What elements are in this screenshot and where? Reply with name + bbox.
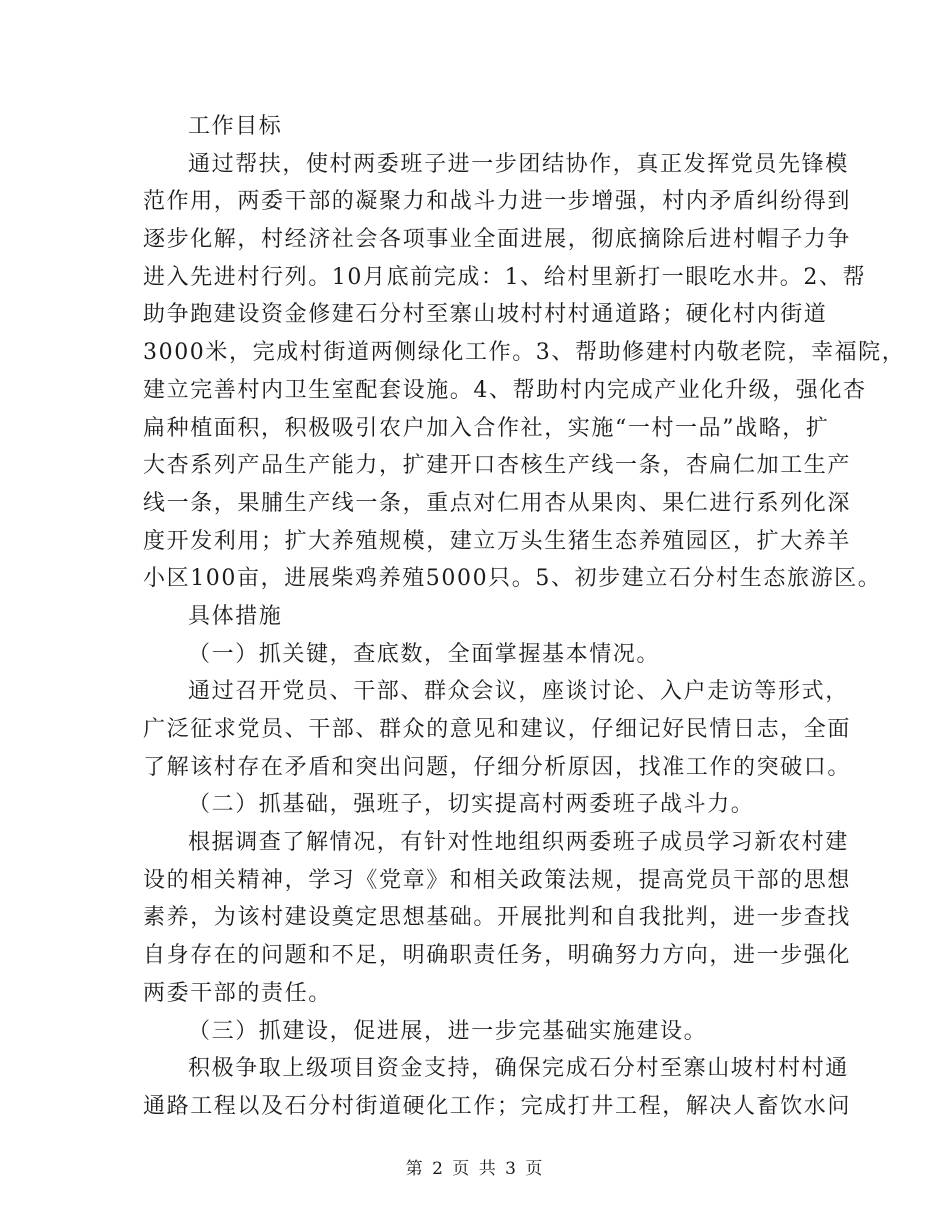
paragraph-line: 根据调查了解情况，有针对性地组织两委班子成员学习新农村建 xyxy=(188,830,849,856)
paragraph-line: 两委干部的责任。 xyxy=(143,980,332,1006)
paragraph-line: 自身存在的问题和不足，明确职责任务，明确努力方向，进一步强化 xyxy=(143,943,852,969)
paragraph-line: 进入先进村行列。10月底前完成：1、给村里新打一眼吃水井。2、帮 xyxy=(143,264,867,290)
paragraph-line: 素养，为该村建设奠定思想基础。开展批判和自我批判，进一步查找 xyxy=(143,905,852,931)
paragraph-line: 通路工程以及石分村街道硬化工作；完成打井工程，解决人畜饮水问 xyxy=(143,1093,852,1119)
paragraph-line: 逐步化解，村经济社会各项事业全面进展，彻底摘除后进村帽子力争 xyxy=(143,227,852,253)
paragraph-line: 度开发利用；扩大养殖规模，建立万头生猪生态养殖园区，扩大养羊 xyxy=(143,528,852,554)
paragraph-line: 小区100亩，进展柴鸡养殖5000只。5、初步建立石分村生态旅游区。 xyxy=(143,566,882,592)
subheading-measure-3: （三）抓建设，促进展，进一步完基础实施建设。 xyxy=(188,1018,708,1044)
subheading-measure-2: （二）抓基础，强班子，切实提高村两委班子战斗力。 xyxy=(188,792,755,818)
paragraph-line: 通过召开党员、干部、群众会议，座谈讨论、入户走访等形式， xyxy=(188,679,849,705)
paragraph-line: 扁种植面积，积极吸引农户加入合作社，实施“一村一品”战略，扩 xyxy=(143,415,830,441)
heading-specific-measures: 具体措施 xyxy=(188,603,283,629)
paragraph-line: 助争跑建设资金修建石分村至寨山坡村村村通道路；硬化村内街道 xyxy=(143,302,828,328)
paragraph-line: 了解该村存在矛盾和突出问题，仔细分析原因，找准工作的突破口。 xyxy=(143,754,852,780)
paragraph-line: 3000米，完成村街道两侧绿化工作。3、帮助修建村内敬老院，幸福院， xyxy=(143,340,906,366)
heading-work-goals: 工作目标 xyxy=(188,114,283,139)
paragraph-line: 建立完善村内卫生室配套设施。4、帮助村内完成产业化升级，强化杏 xyxy=(143,377,867,403)
paragraph-line: 广泛征求党员、干部、群众的意见和建议，仔细记好民情日志，全面 xyxy=(143,717,852,742)
document-body xyxy=(143,108,906,1126)
paragraph-line: 设的相关精神，学习《党章》和相关政策法规，提高党员干部的思想 xyxy=(143,867,852,893)
paragraph-line: 通过帮扶，使村两委班子进一步团结协作，真正发挥党员先锋模 xyxy=(188,151,849,177)
paragraph-line: 线一条，果脯生产线一条，重点对仁用杏从果肉、果仁进行系列化深 xyxy=(143,490,852,516)
page-number-footer: 第 2 页 共 3 页 xyxy=(405,1159,545,1179)
paragraph-line: 范作用，两委干部的凝聚力和战斗力进一步增强，村内矛盾纠纷得到 xyxy=(143,189,852,215)
subheading-measure-1: （一）抓关键，查底数，全面掌握基本情况。 xyxy=(188,641,661,667)
paragraph-line: 积极争取上级项目资金支持，确保完成石分村至寨山坡村村村通 xyxy=(188,1056,849,1082)
paragraph-line: 大杏系列产品生产能力，扩建开口杏核生产线一条，杏扁仁加工生产 xyxy=(143,453,852,479)
